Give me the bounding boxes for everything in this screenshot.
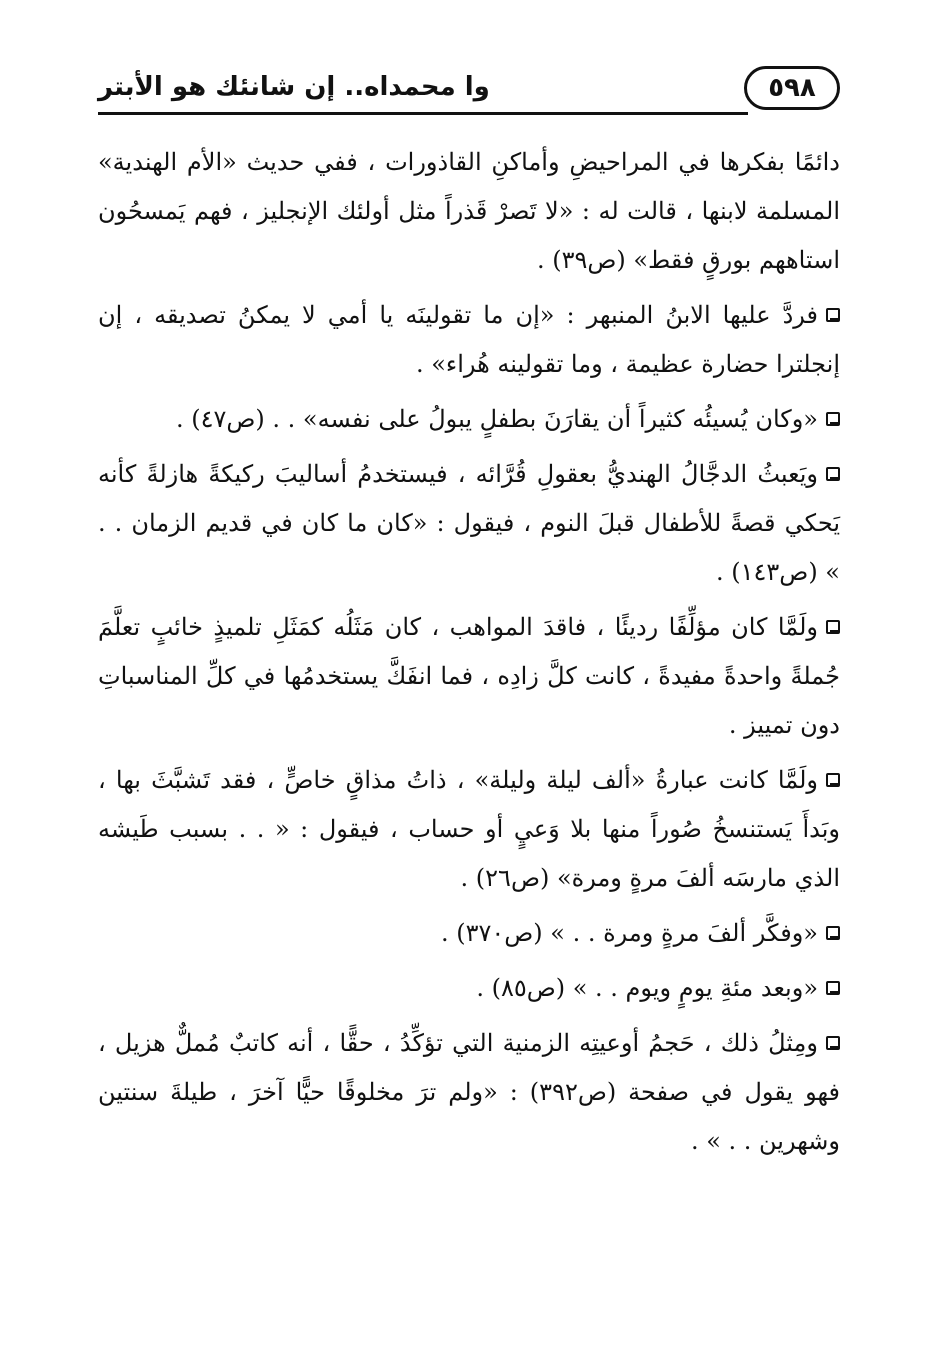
running-header [98, 62, 840, 112]
body-text [98, 138, 840, 1172]
page-number-badge: ٥٩٨ [744, 66, 840, 110]
paragraph-text: «وكان يُسيئُه كثيراً أن يقارَنَ بطفلٍ يبولُ على نفسه» . . (ص٤٧) . [176, 405, 818, 433]
square-bullet-icon [826, 1036, 840, 1050]
paragraph-1 [98, 138, 840, 285]
paragraph-7 [98, 909, 840, 958]
paragraph-4 [98, 450, 840, 597]
paragraph-text: ويَعبثُ الدجَّالُ الهنديُّ بعقولِ قُرَّائه ، فيستخدمُ أساليبَ ركيكةً هازلةً كأنه يَحكي قصةً للأطفال قبلَ النوم ، فيقول : «كان ما كان في قديم الزمان . . » (ص١٤٣) . [98, 460, 840, 586]
paragraph-6 [98, 756, 840, 903]
square-bullet-icon [826, 773, 840, 787]
square-bullet-icon [826, 981, 840, 995]
square-bullet-icon [826, 412, 840, 426]
paragraph-2 [98, 291, 840, 389]
paragraph-text: دائمًا بفكرها في المراحيضِ وأماكنِ القاذورات ، ففي حديث «الأم الهندية» المسلمة لابنها ، قالت له : «لا تَصرْ قَذراً مثل أولئك الإنجليز ، فهم يَمسحُون استاههم بورقٍ فقط» (ص٣٩) . [98, 148, 840, 274]
paragraph-8 [98, 964, 840, 1013]
paragraph-3 [98, 395, 840, 444]
header-rule [98, 112, 748, 115]
paragraph-text: ومِثلُ ذلك ، حَجمُ أوعيتِه الزمنية التي تؤكِّدُ ، حقًّا ، أنه كاتبٌ مُملٌّ هزيل ، فهو يقول في صفحة (ص٣٩٢) : «ولم ترَ مخلوقًا حيًّا آخرَ ، طيلةَ سنتين وشهرين . . » . [98, 1029, 840, 1155]
paragraph-text: «وبعد مئةِ يومٍ ويوم . . » (ص٨٥) . [476, 974, 818, 1002]
paragraph-5 [98, 603, 840, 750]
paragraph-9 [98, 1019, 840, 1166]
paragraph-text: «وفكَّر ألفَ مرةٍ ومرة . . » (ص٣٧٠) . [440, 919, 818, 947]
header-title: وا محمداه.. إن شانئك هو الأبتر [98, 72, 490, 102]
square-bullet-icon [826, 926, 840, 940]
paragraph-text: فردَّ عليها الابنُ المنبهر : «إن ما تقولينَه يا أمي لا يمكنُ تصديقه ، إن إنجلترا حضارة عظيمة ، وما تقولينه هُراء» . [98, 301, 840, 378]
square-bullet-icon [826, 467, 840, 481]
square-bullet-icon [826, 308, 840, 322]
paragraph-text: ولَمَّا كان مؤلِّفًا رديئًا ، فاقدَ المواهب ، كان مَثَلُه كمَثَلِ تلميذٍ خائبٍ تعلَّمَ جُملةً واحدةً مفيدةً ، كانت كلَّ زادِه ، فما انفَكَّ يستخدمُها في كلِّ المناسباتِ دون تمييز . [98, 613, 840, 739]
paragraph-text: ولَمَّا كانت عبارةُ «ألف ليلة وليلة» ، ذاتُ مذاقٍ خاصٍّ ، فقد تَشبَّثَ بها ، وبَدأَ يَستنسخُ صُوراً منها بلا وَعيٍ أو حساب ، فيقول : « . . بسبب طَيشه الذي مارسَه ألفَ مرةٍ ومرة» (ص٢٦) . [98, 766, 840, 892]
square-bullet-icon [826, 620, 840, 634]
